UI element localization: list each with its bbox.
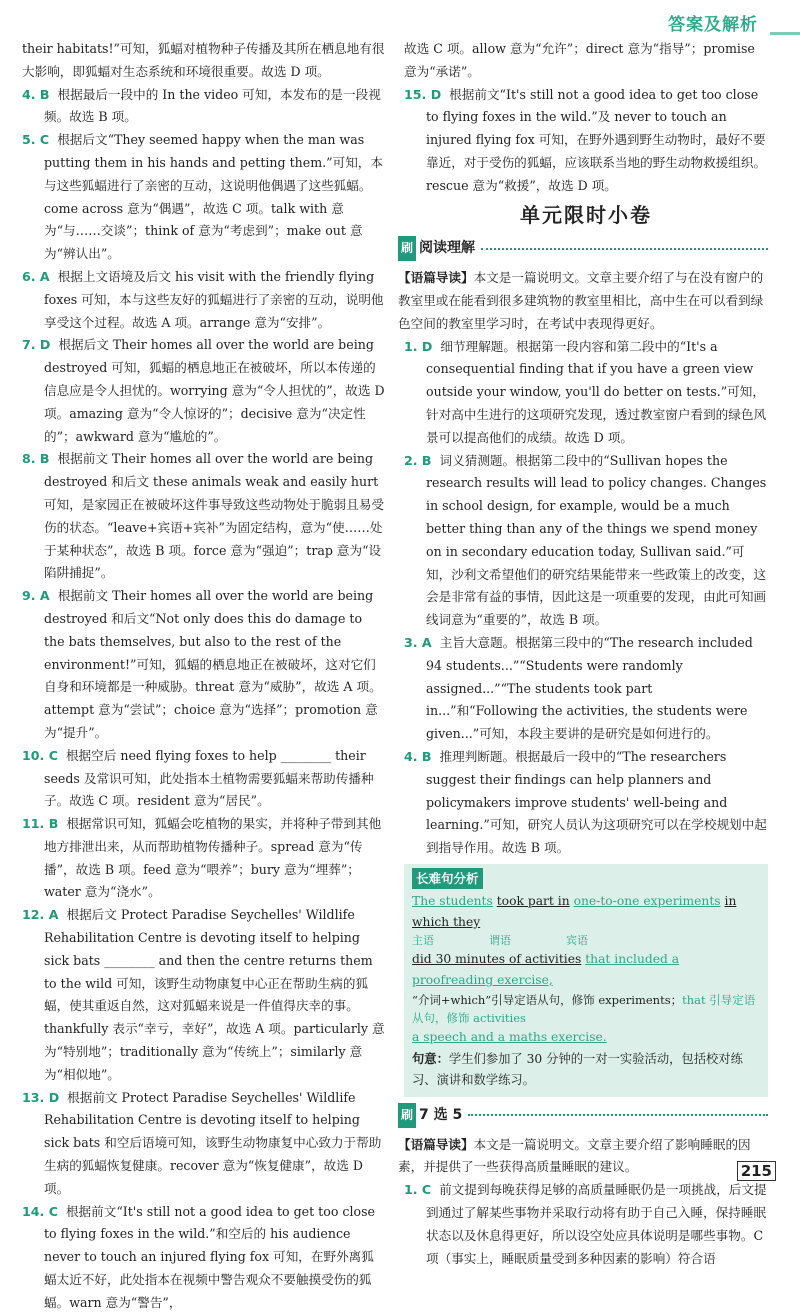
reading-guide: 【语篇导读】本文是一篇说明文。文章主要介绍了与在没有窗户的教室里或在能看到很多建筑物的教室里相比，高中生在可以看到绿色空间的教室里学习时，在考试中表现得更好。 xyxy=(398,270,764,331)
answer-12: 12. A 根据后文 Protect Paradise Seychelles' Wildlife Rehabilitation Centre is devoting itself to helping sick bats ________ and then the centre returns them to the wild 可知，该野生动物康复中心正在帮助生病的狐蝠，使其重返自然，这对狐蝠来说是一件值得庆幸的事。thankfully 表示“幸亏，幸好”，故选 A 项。particularly 意为“特别地”；traditionally 意为“传统上”；similarly 意为“相似地”。 xyxy=(22,907,385,1082)
reading-header xyxy=(398,236,768,261)
analysis-line-2: did 30 minutes of activities that included a proofreading exercise, xyxy=(412,951,680,987)
analysis-notes: “介词+which”引导定语从句，修饰 experiments；that 引导定语从句，修饰 activities xyxy=(412,992,756,1025)
answer-11: 11. B 根据常识可知，狐蝠会吃植物的果实，并将种子带到其他地方排泄出来，从而帮助植物传播种子。spread 意为“传播”，故选 B 项。feed 意为“喂养”；bury 意为“埋葬”；water 意为“浇水”。 xyxy=(22,816,382,900)
reading-answer-3: 3. A 主旨大意题。根据第三段中的“The research included 94 students...”“Students were randomly assigned...”“The students took part in...”和“Following the activities, the students were given...”可知，本段主要讲的是研究是如何进行的。 xyxy=(404,634,753,742)
dotted-divider xyxy=(481,248,768,250)
right-continuation: 故选 C 项。allow 意为“允许”；direct 意为“指导”；promise 意为“承诺”。 xyxy=(404,41,755,79)
left-intro: their habitats!”可知，狐蝠对植物种子传播及其所在栖息地有很大影响，即狐蝠对生态系统和环境很重要。故选 D 项。 xyxy=(22,41,385,79)
analysis-title: 长难句分析 xyxy=(412,868,483,889)
answer-9: 9. A 根据前文 Their homes all over the world are being destroyed 和后文“Not only does this do damage to the bats themselves, but also to the rest of the environment!”可知，狐蝠的栖息地正在被破坏，这对它们自身和环境都是一种威胁。threat 意为“威胁”，故选 A 项。attempt 意为“尝试”；choice 意为“选择”；promotion 意为“提升”。 xyxy=(22,588,382,740)
brush-icon: 刷 xyxy=(398,236,416,261)
reading-answer-4: 4. B 推理判断题。根据最后一段中的“The researchers suggest their findings can help planners and policymakers improve students' well-being and learning.”可知，研究人员认为这项研究可以在学校规划中起到指导作用。故选 B 项。 xyxy=(404,748,767,856)
answer-10: 10. C 根据空后 need flying foxes to help ________ their seeds 及常识可知，此处指本土植物需要狐蝠来帮助传播种子。故选 C 项。resident 意为“居民”。 xyxy=(22,747,374,809)
answer-8: 8. B 根据前文 Their homes all over the world are being destroyed 和后文 these animals weak and easily hurt 可知，是家园正在被破坏这件事导致这些动物处于脆弱且易受伤的状态。“leave+宾语+宾补”为固定结构，意为“使……处于某种状态”，故选 B 项。force 意为“强迫”；trap 意为“设陷阱捕捉”。 xyxy=(22,451,385,581)
dotted-divider xyxy=(468,1114,768,1116)
left-column xyxy=(22,38,386,1315)
answer-15: 15. D 根据前文“It's still not a good idea to get too close to flying foxes in the wild.”及 never to touch an injured flying fox 可知，在野外遇到野生动物时，最好不要靠近，对于受伤的狐蝠，应该联系当地的野生动物救援组织。rescue 意为“救援”，故选 D 项。 xyxy=(404,86,767,193)
section-title: 单元限时小卷 xyxy=(520,202,652,227)
right-column xyxy=(398,38,768,1270)
header-title: 答案及解析 xyxy=(668,15,758,35)
seven-guide: 【语篇导读】本文是一篇说明文。文章主要介绍了影响睡眠的因素，并提供了一些获得高质量睡眠的建议。 xyxy=(398,1136,751,1175)
seven-answer-1: 1. C 前文提到每晚获得足够的高质量睡眠仍是一项挑战，后文提到通过了解某些事物并采取行动将有助于自己入睡，保持睡眠状态以及休息得更好，所以设空处应具体说明是哪些事物。C 项（事实上，睡眠质量受到多种因素的影响）符合语 xyxy=(404,1182,767,1266)
analysis-line-1: The students took part in one-to-one experiments in which they xyxy=(412,893,737,929)
sentence-analysis-box xyxy=(404,864,768,1097)
answer-6: 6. A 根据上文语境及后文 his visit with the friendly flying foxes 可知，本与这些友好的狐蝠进行了亲密的互动，说明他享受这个过程。故选 A 项。arrange 意为“安排”。 xyxy=(22,268,384,330)
answer-14: 14. C 根据前文“It's still not a good idea to get too close to flying foxes in the wild.”和空后的 his audience never to touch an injured flying fox 可知，在野外离狐蝠太近不好，此处指本在视频中警告观众不要触摸受伤的狐蝠。warn 意为“警告”， xyxy=(22,1203,375,1310)
page-number: 215 xyxy=(737,1161,776,1181)
analysis-labels: 主语 谓语 宾语 xyxy=(412,933,588,947)
answer-7: 7. D 根据后文 Their homes all over the world are being destroyed 可知，狐蝠的栖息地正在被破坏，所以本传递的信息应是令人担忧的。worrying 意为“令人担忧的”，故选 D 项。amazing 意为“令人惊讶的”；decisive 意为“决定性的”；awkward 意为“尴尬的”。 xyxy=(22,337,385,444)
seven-label: 7 选 5 xyxy=(419,1106,463,1123)
seven-header xyxy=(398,1103,768,1128)
brush-icon: 刷 xyxy=(398,1103,416,1128)
answer-5: 5. C 根据后文“They seemed happy when the man was putting them in his hands and petting them.”可知，本与这些狐蝠进行了亲密的互动，这说明他偶遇了这些狐蝠。come across 意为“偶遇”，故选 C 项。talk with 意为“与……交谈”；think of 意为“考虑到”；make out 意为“辨认出”。 xyxy=(22,132,383,262)
answer-13: 13. D 根据前文 Protect Paradise Seychelles' Wildlife Rehabilitation Centre is devoting itself to helping sick bats 和空后语境可知，该野生动物康复中心致力于帮助生病的狐蝠恢复健康。recover 意为“恢复健康”，故选 D 项。 xyxy=(22,1089,382,1196)
reading-answer-1: 1. D 细节理解题。根据第一段内容和第二段中的“It's a consequential finding that if you have a green view outside your window, you'll do better on tests.”可知，针对高中生进行的这项研究发现，透过教室窗户看到的绿色风景可以提高他们的成绩。故选 D 项。 xyxy=(404,338,767,445)
answer-4: 4. B 根据最后一段中的 In the video 可知，本发布的是一段视频。故选 B 项。 xyxy=(22,86,381,125)
reading-label: 阅读理解 xyxy=(419,240,476,257)
analysis-line-3: a speech and a maths exercise. xyxy=(412,1029,607,1044)
reading-answer-2: 2. B 词义猜测题。根据第二段中的“Sullivan hopes the research results will lead to policy changes. Changes in school design, for example, would be a much better thing than any of the things we spend money on in secondary education today, Sullivan said.”可知，沙利文希望他们的研究结果能带来一些政策上的改变，这会是非常有益的事情，因此这是一项重要的发现，由此可知画线词意为“重要的”，故选 B 项。 xyxy=(404,452,767,628)
analysis-translation: 句意：学生们参加了 30 分钟的一对一实验活动，包括校对练习、演讲和数学练习。 xyxy=(412,1050,743,1087)
header-bar xyxy=(770,32,800,35)
